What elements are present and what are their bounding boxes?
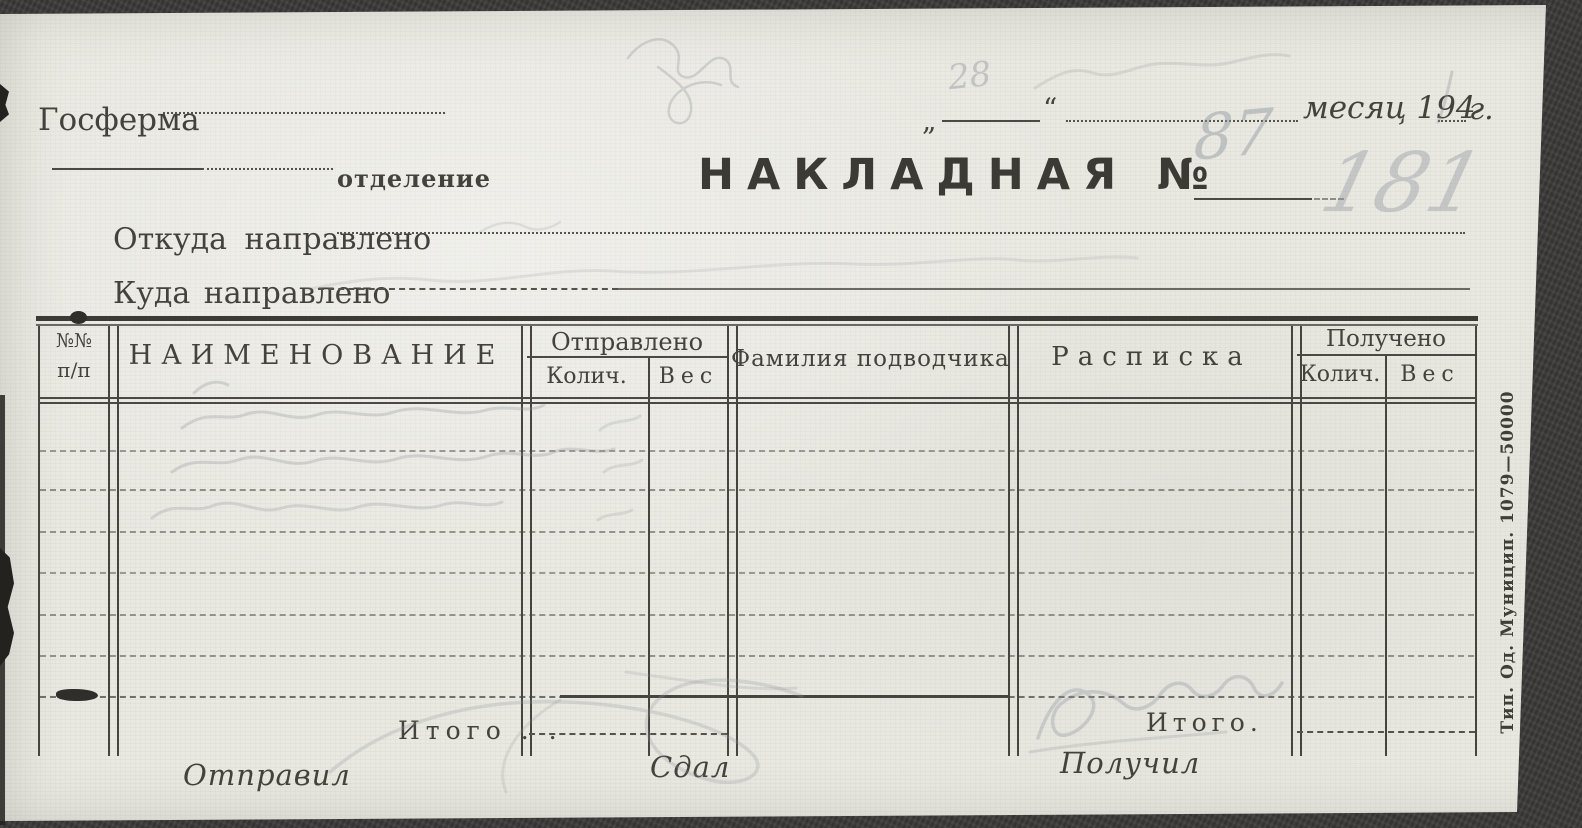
received-qty-header: Колич.: [1299, 362, 1381, 387]
table-bottom-strong-segment: [560, 695, 1010, 698]
receipt-header: Расписка: [1051, 342, 1252, 372]
divider-sent-driver: [727, 326, 738, 756]
table-top-rule-thin: [36, 324, 1478, 326]
sent-group-header: Отправлено: [550, 328, 704, 356]
col-no-header-line2: п/п: [57, 358, 91, 382]
received-group-split: [1297, 354, 1475, 356]
table-right-border: [1475, 326, 1477, 756]
received-weight-header: Вес: [1400, 362, 1460, 387]
number-fill-line: [1194, 198, 1312, 200]
table-row: [40, 655, 1474, 657]
from-fill-line: [337, 232, 1465, 234]
handwritten-number-alt: 181: [1312, 136, 1493, 231]
month-year-label: месяц 194: [1303, 90, 1476, 126]
driver-header: Фамилия подводчика: [731, 346, 1010, 372]
form-title: НАКЛАДНАЯ №: [698, 150, 1222, 200]
to-label: Куда направлено: [113, 276, 391, 311]
to-fill-line-a: [318, 288, 618, 290]
to-fill-line-b: [618, 288, 1470, 290]
table-row: [40, 572, 1474, 574]
table-row: [40, 531, 1474, 533]
date-open-quote: „: [922, 104, 937, 137]
printer-imprint: Тип. Од. Муницип. 1079—50000: [1498, 390, 1518, 734]
sent-total-label: Итого . .: [398, 716, 563, 745]
header-bottom-rule-a: [38, 397, 1476, 399]
ink-blot: [70, 311, 87, 324]
col-no-header-line1: №№: [56, 330, 92, 352]
received-group-header: Получено: [1325, 326, 1447, 352]
table-row: [40, 450, 1474, 452]
divider-receipt-received: [1291, 326, 1302, 756]
paper-edge-shadow: [0, 395, 5, 825]
divider-no-name: [108, 326, 119, 756]
sent-group-split: [527, 356, 727, 358]
branch-fill-line-dotted: [202, 168, 333, 170]
divider-driver-receipt: [1008, 326, 1019, 756]
farm-fill-line: [163, 112, 445, 114]
date-close-quote: “: [1043, 92, 1058, 125]
from-label: Откуда направлено: [113, 222, 432, 257]
header-bottom-rule-b: [38, 402, 1476, 404]
divider-name-sent: [521, 326, 532, 756]
handwritten-day: 28: [946, 53, 994, 99]
branch-label: отделение: [337, 164, 491, 193]
table-top-rule: [36, 316, 1478, 321]
sent-by-label: Отправил: [183, 758, 351, 792]
ink-blot: [56, 689, 98, 701]
branch-fill-line-solid: [52, 168, 202, 170]
table-left-border: [38, 326, 40, 756]
received-total-cell-line: [1297, 731, 1475, 733]
handwritten-number: 87: [1192, 94, 1275, 175]
date-day-line: [942, 120, 1040, 122]
table-row: [40, 489, 1474, 491]
col-name-header: НАИМЕНОВАНИЕ: [128, 340, 505, 371]
sent-weight-header: Вес: [658, 364, 719, 389]
year-suffix: г.: [1469, 92, 1494, 127]
received-total-label: Итого.: [1146, 708, 1263, 737]
year-fill-line: [1438, 120, 1466, 122]
table-row: [40, 614, 1474, 616]
farm-label: Госферма: [38, 102, 200, 138]
received-by-label: Получил: [1060, 746, 1201, 780]
sent-qty-header: Колич.: [546, 364, 627, 389]
handed-by-label: Сдал: [650, 750, 731, 784]
